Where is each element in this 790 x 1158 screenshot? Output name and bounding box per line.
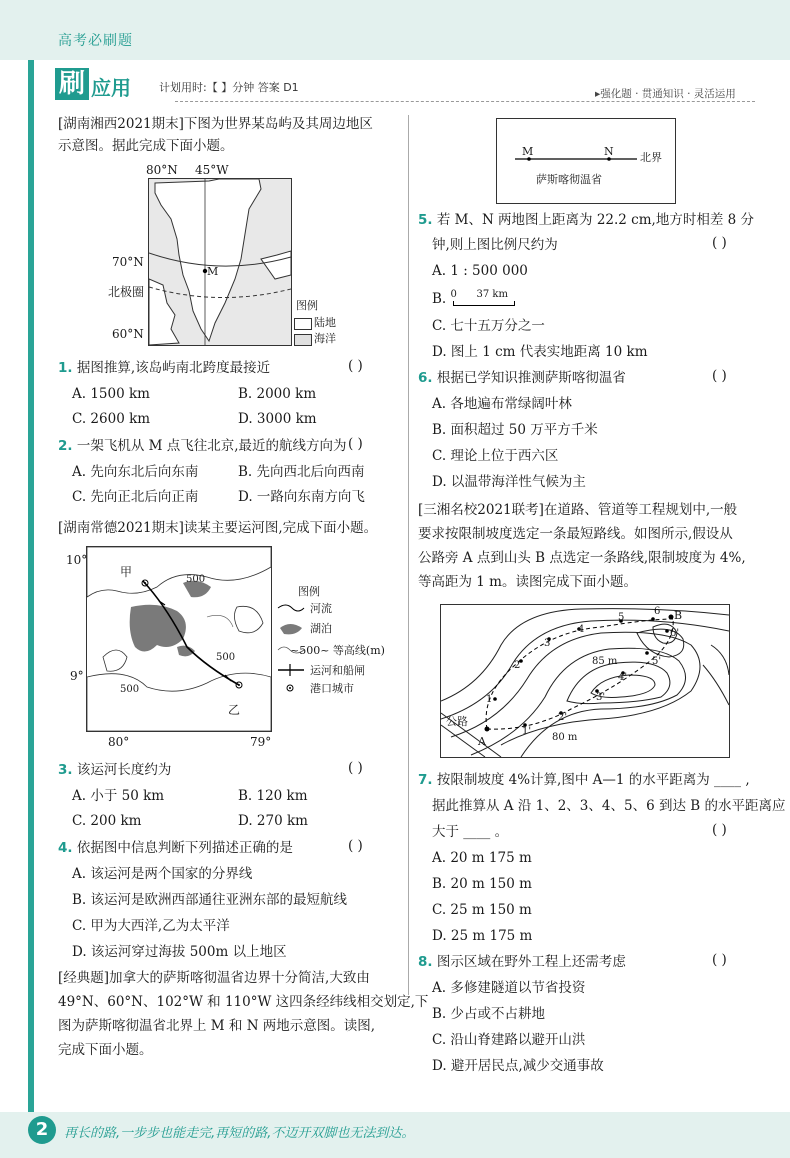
section-badge: 刷 [55, 68, 89, 100]
q6-text: 根据已学知识推测萨斯喀彻温省 [436, 370, 626, 386]
q5-number: 5. [418, 212, 433, 228]
map2-label-jia: 甲 [120, 565, 133, 579]
map2-contour-c: 500 [120, 684, 140, 695]
map4-point-1: 1 [486, 694, 493, 705]
intro-3-line1: [经典题]加拿大的萨斯喀彻温省边界十分简洁,大致由 [58, 970, 370, 986]
q5-option-b [432, 289, 531, 309]
page-number: 2 [28, 1116, 56, 1144]
footer-motto: 再长的路,一步步也能走完,再短的路,不迈开双脚也无法到达。 [64, 1126, 415, 1141]
map4-point-4: 4 [578, 624, 585, 635]
q3-option-d: D. 270 km [238, 813, 308, 829]
map2-lon-79: 79° [250, 735, 272, 749]
map4-point-1p: 1' [522, 726, 532, 737]
map3-province: 萨斯喀彻温省 [536, 173, 602, 186]
q4-option-b: B. 该运河是欧洲西部通往亚洲东部的最短航线 [72, 892, 348, 908]
intro-1-line2: 示意图。据此完成下面小题。 [58, 138, 234, 154]
map1-legend-land-swatch [294, 318, 312, 330]
q4-option-d: D. 该运河穿过海拔 500m 以上地区 [72, 944, 287, 960]
q1-option-b: B. 2000 km [238, 386, 317, 402]
q7-stem-line3: 大于 ____ 。 [432, 824, 509, 840]
q5-option-b-prefix: B. [432, 291, 447, 307]
map1-lon-45w: 45°W [195, 163, 229, 177]
q3-option-a: A. 小于 50 km [72, 788, 165, 804]
q1-option-d: D. 3000 km [238, 411, 317, 427]
q8-option-b: B. 少占或不占耕地 [432, 1006, 546, 1022]
q8-option-a: A. 多修建隧道以节省投资 [432, 980, 586, 996]
q7-stem-line2: 据此推算从 A 沿 1、2、3、4、5、6 到达 B 的水平距离应 [432, 798, 786, 814]
q5-scale-bar [451, 289, 531, 309]
q6-option-a: A. 各地遍布常绿阔叶林 [432, 396, 572, 412]
q1-number: 1. [58, 360, 73, 376]
q4-stem [58, 838, 293, 858]
q2-stem [58, 436, 347, 456]
q1-answer-paren: ( ) [348, 358, 363, 374]
map2-lat-10: 10° [66, 553, 88, 567]
map1-legend-title: 图例 [296, 299, 318, 312]
q6-option-b: B. 面积超过 50 万平方千米 [432, 422, 598, 438]
q6-option-d: D. 以温带海洋性气候为主 [432, 474, 586, 490]
q7-number: 7. [418, 772, 433, 788]
plan-time: 计划用时:【 】分钟 答案 D1 [159, 81, 299, 94]
intro-4-line1: [三湘名校2021联考]在道路、管道等工程规划中,一般 [418, 502, 738, 518]
q8-option-c: C. 沿山脊建路以避开山洪 [432, 1032, 586, 1048]
q4-answer-paren: ( ) [348, 838, 363, 854]
q2-number: 2. [58, 438, 73, 454]
map3-north-boundary: 北界 [640, 151, 662, 164]
map3-point-n: N [604, 145, 614, 158]
map4-point-4p: 4' [618, 672, 628, 683]
q1-stem [58, 358, 270, 378]
map3-point-m: M [522, 145, 534, 158]
q5-scale-km: 37 km [476, 289, 508, 300]
q1-text: 据图推算,该岛屿南北跨度最接近 [76, 360, 271, 376]
section-tagline: ▸强化题 · 贯通知识 · 灵活运用 [595, 88, 736, 100]
map2-lat-9: 9° [70, 669, 84, 683]
map1-legend-land: 陆地 [314, 316, 336, 329]
column-divider [408, 115, 409, 995]
map4-point-2p: 2' [558, 712, 568, 723]
q8-text: 图示区域在野外工程上还需考虑 [436, 954, 626, 970]
q7-option-d: D. 25 m 175 m [432, 928, 533, 944]
map1-legend-sea: 海洋 [314, 332, 336, 345]
map4-point-5: 5 [618, 612, 625, 623]
map1-lat-80: 80°N [146, 163, 178, 177]
intro-3-line4: 完成下面小题。 [58, 1042, 153, 1058]
q2-option-d: D. 一路向东南方向飞 [238, 489, 365, 505]
q1-option-a: A. 1500 km [72, 386, 150, 402]
left-accent-bar [28, 60, 34, 1120]
q5-answer-paren: ( ) [712, 235, 727, 251]
q6-stem [418, 368, 626, 388]
series-title: 高考必刷题 [58, 33, 133, 49]
q3-text: 该运河长度约为 [76, 762, 172, 778]
q2-answer-paren: ( ) [348, 436, 363, 452]
q5-option-d: D. 图上 1 cm 代表实地距离 10 km [432, 344, 648, 360]
q3-option-b: B. 120 km [238, 788, 308, 804]
intro-2: [湖南常德2021期末]读某主要运河图,完成下面小题。 [58, 520, 378, 536]
q2-option-b: B. 先向西北后向西南 [238, 464, 365, 480]
intro-3-line3: 图为萨斯喀彻温省北界上 M 和 N 两地示意图。读图, [58, 1018, 376, 1034]
q5-text-line1: 若 M、N 两地图上距离为 22.2 cm,地方时相差 8 分 [436, 212, 755, 228]
map4-point-3p: 3' [596, 692, 606, 703]
header-divider [175, 101, 755, 103]
q6-number: 6. [418, 370, 433, 386]
q8-stem [418, 952, 626, 972]
map4-point-5p: 5' [652, 656, 662, 667]
q2-option-c: C. 先向正北后向正南 [72, 489, 199, 505]
intro-4-line4: 等高距为 1 m。读图完成下面小题。 [418, 574, 637, 590]
map2-contour-b: 500 [216, 652, 236, 663]
map2-legend-lake: 湖泊 [310, 622, 332, 635]
section-header [55, 68, 755, 100]
q2-text: 一架飞机从 M 点飞往北京,最近的航线方向为 [76, 438, 347, 454]
q3-stem [58, 760, 171, 780]
q4-option-c: C. 甲为大西洋,乙为太平洋 [72, 918, 230, 934]
q4-option-a: A. 该运河是两个国家的分界线 [72, 866, 253, 882]
map2-legend-river: 河流 [310, 602, 332, 615]
map-canal [86, 546, 272, 732]
map2-label-yi: 乙 [228, 703, 241, 717]
map2-legend-canal: 运河和船闸 [310, 664, 365, 677]
q8-answer-paren: ( ) [712, 952, 727, 968]
map4-point-6p: 6' [670, 628, 680, 639]
q5-stem-line1 [418, 210, 754, 230]
q5-option-c: C. 七十五万分之一 [432, 318, 545, 334]
map1-arctic-circle: 北极圈 [108, 285, 145, 299]
map2-lon-80: 80° [108, 735, 130, 749]
intro-3-line2: 49°N、60°N、102°W 和 110°W 这四条经纬线相交划定,下 [58, 994, 429, 1010]
map4-point-3: 3 [544, 638, 551, 649]
map4-height-80: 80 m [552, 732, 578, 743]
q5-option-a: A. 1 : 500 000 [432, 263, 528, 279]
q5-stem-line2: 钟,则上图比例尺约为 [432, 237, 558, 253]
map2-legend-port: 港口城市 [310, 682, 354, 695]
intro-4-line3: 公路旁 A 点到山头 B 点选定一条路线,限制坡度为 4%, [418, 550, 746, 566]
section-label: 应用 [91, 76, 131, 100]
q7-option-c: C. 25 m 150 m [432, 902, 532, 918]
map2-contour-a: 500 [186, 574, 206, 585]
map1-lat-70: 70°N [112, 255, 144, 269]
q5-scale-zero: 0 [450, 289, 457, 300]
q8-option-d: D. 避开居民点,减少交通事故 [432, 1058, 604, 1074]
intro-1-line1: [湖南湘西2021期末]下图为世界某岛屿及其周边地区 [58, 116, 373, 132]
map4-height-85: 85 m [592, 656, 618, 667]
q4-text: 依据图中信息判断下列描述正确的是 [76, 840, 293, 856]
map4-point-6: 6 [654, 606, 661, 617]
map4-point-a: A [478, 735, 486, 748]
q7-stem-line1 [418, 770, 750, 790]
map1-legend-sea-swatch [294, 334, 312, 346]
map-greenland [148, 178, 292, 346]
q2-option-a: A. 先向东北后向东南 [72, 464, 199, 480]
q7-text-line1: 按限制坡度 4%计算,图中 A—1 的水平距离为 ____ , [436, 772, 750, 788]
intro-4-line2: 要求按限制坡度选定一条最短路线。如图所示,假设从 [418, 526, 733, 542]
q8-number: 8. [418, 954, 433, 970]
map4-point-2: 2 [514, 660, 521, 671]
q6-answer-paren: ( ) [712, 368, 727, 384]
q5-scale-line [453, 301, 515, 306]
q7-answer-paren: ( ) [712, 822, 727, 838]
map4-point-b: B [674, 609, 683, 622]
map2-legend-title: 图例 [298, 585, 320, 598]
q3-answer-paren: ( ) [348, 760, 363, 776]
map1-lat-60: 60°N [112, 327, 144, 341]
q1-option-c: C. 2600 km [72, 411, 151, 427]
map1-point-m: M [207, 265, 219, 278]
q3-number: 3. [58, 762, 73, 778]
q6-option-c: C. 理论上位于西六区 [432, 448, 559, 464]
q3-option-c: C. 200 km [72, 813, 142, 829]
q7-option-b: B. 20 m 150 m [432, 876, 532, 892]
q4-number: 4. [58, 840, 73, 856]
map2-legend-contour: ~500~ 等高线(m) [290, 644, 385, 657]
q7-option-a: A. 20 m 175 m [432, 850, 532, 866]
map4-road: 公路 [446, 715, 468, 728]
